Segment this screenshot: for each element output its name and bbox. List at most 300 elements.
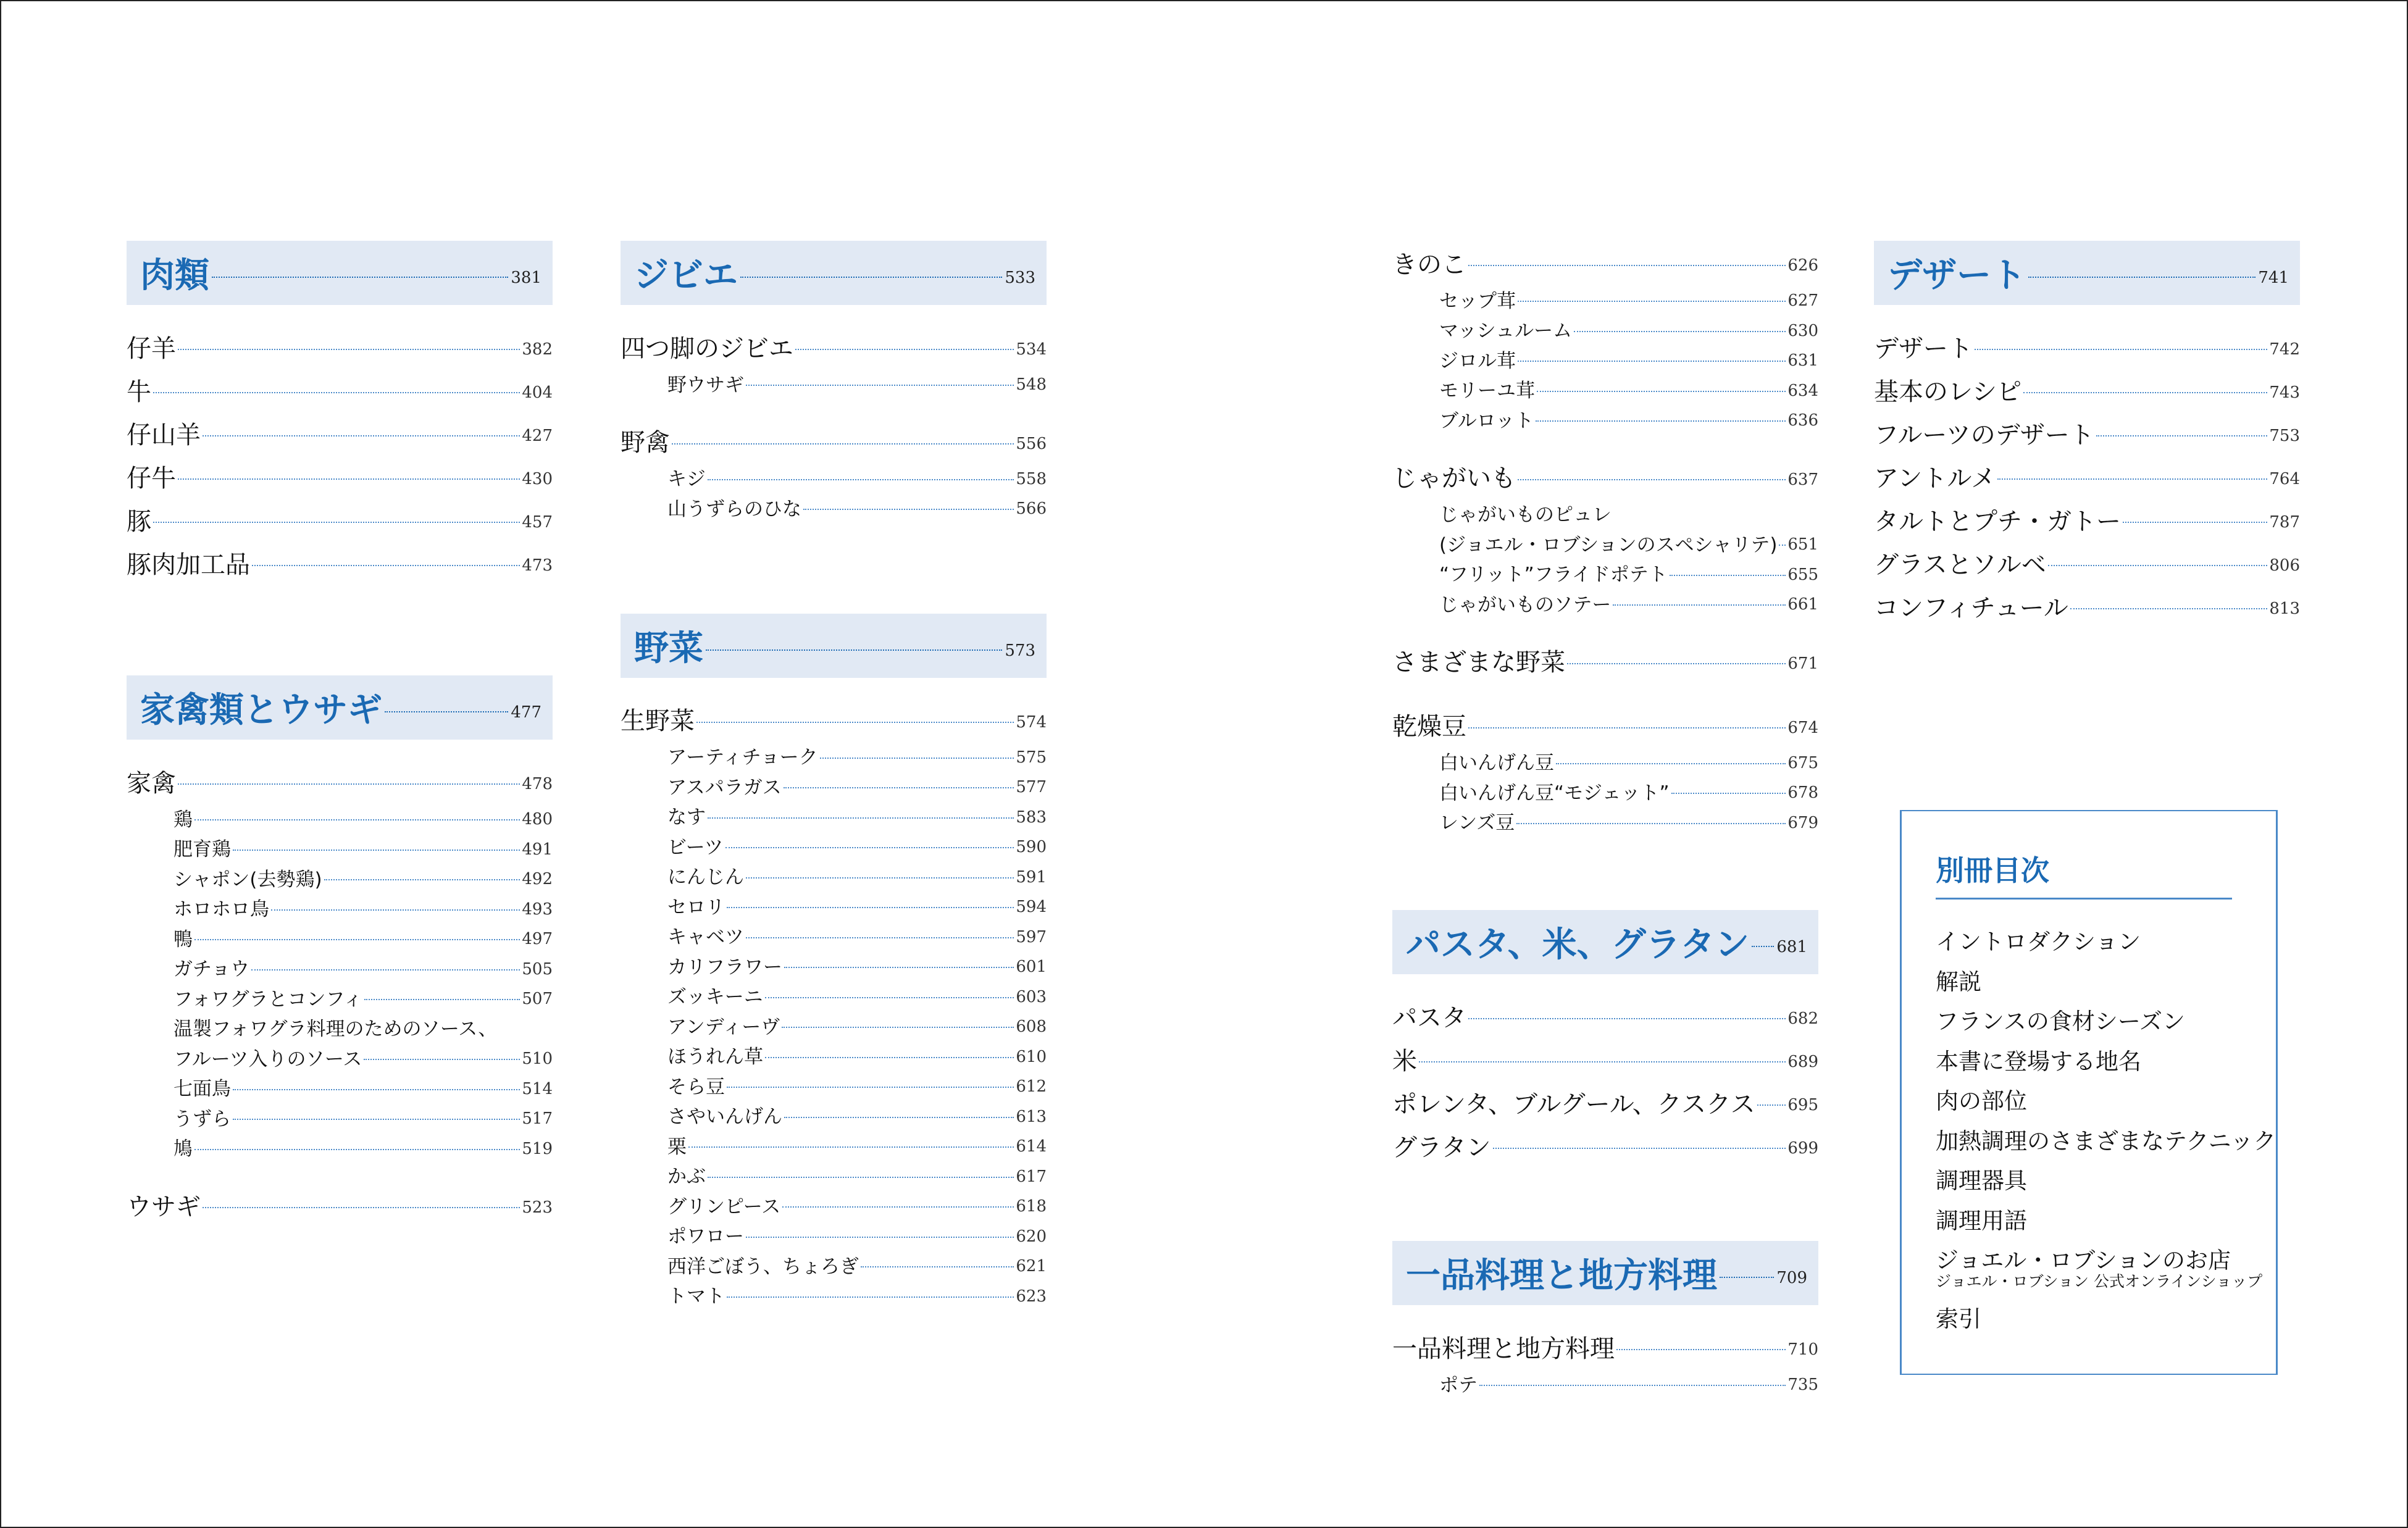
- subentry-title: なす: [667, 806, 706, 829]
- section-header[interactable]: [621, 241, 1047, 305]
- subentry-page-number: 505: [522, 959, 553, 979]
- appendix-item[interactable]: フランスの食材シーズン: [1936, 1008, 2186, 1035]
- toc-entry[interactable]: [621, 325, 1047, 368]
- toc-subentry[interactable]: [621, 921, 1047, 951]
- toc-entry[interactable]: [127, 759, 553, 803]
- subentry-title: かぶ: [667, 1166, 706, 1188]
- dotted-leader: [1757, 1104, 1786, 1106]
- dotted-leader: [203, 435, 520, 436]
- dotted-leader: [708, 479, 1014, 480]
- entry-title: 乾燥豆: [1392, 712, 1466, 741]
- toc-column-2: [621, 241, 1047, 1309]
- subentry-title: 西洋ごぼう、ちょろぎ: [667, 1255, 859, 1278]
- subentry-page-number: 510: [522, 1050, 553, 1069]
- dotted-leader: [203, 1207, 520, 1208]
- subentry-title: トマト: [667, 1285, 725, 1308]
- dotted-leader: [271, 909, 520, 911]
- section-title: 野菜: [634, 628, 703, 669]
- dotted-leader: [1537, 391, 1786, 392]
- dotted-leader: [178, 478, 520, 480]
- dotted-leader: [1468, 1018, 1786, 1019]
- toc-section: [127, 675, 553, 1226]
- section-page-number: 477: [511, 703, 541, 722]
- section-title: 家禽類とウサギ: [140, 690, 382, 730]
- subentry-title: モリーユ茸: [1439, 380, 1535, 403]
- entry-list: [127, 305, 553, 584]
- dotted-leader: [672, 443, 1014, 445]
- entry-title: 仔羊: [127, 334, 176, 363]
- toc-section: [1392, 1241, 1818, 1398]
- subentry-page-number: 603: [1016, 987, 1047, 1006]
- toc-subentry[interactable]: [621, 1280, 1047, 1310]
- toc-subentry[interactable]: [1392, 588, 1818, 618]
- entry-title: きのこ: [1392, 250, 1466, 279]
- toc-entry[interactable]: [1392, 639, 1818, 682]
- dotted-leader: [784, 787, 1014, 788]
- subentry-title: 七面鳥: [173, 1078, 231, 1101]
- subentry-page-number: 612: [1016, 1077, 1047, 1096]
- subentry-title: キャベツ: [667, 926, 744, 949]
- dotted-leader: [795, 349, 1014, 350]
- toc-entry[interactable]: [621, 419, 1047, 462]
- toc-subentry[interactable]: [1392, 498, 1818, 528]
- entry-list: [1392, 974, 1818, 1167]
- section-header[interactable]: [127, 241, 553, 305]
- dotted-leader: [364, 1059, 520, 1060]
- section-header[interactable]: [1392, 1241, 1818, 1305]
- toc-subentry[interactable]: [127, 862, 553, 893]
- dotted-leader: [178, 783, 520, 785]
- entry-page-number: 637: [1787, 470, 1818, 489]
- dotted-leader: [2028, 277, 2255, 278]
- appendix-item[interactable]: イントロダクション: [1936, 929, 2141, 955]
- subentry-title: 肥育鶏: [173, 838, 231, 861]
- entry-list: [127, 740, 553, 1226]
- toc-subentry[interactable]: [127, 1012, 553, 1043]
- toc-subentry[interactable]: [621, 492, 1047, 522]
- subentry-title: 栗: [667, 1135, 687, 1158]
- appendix-item[interactable]: ジョエル・ロブションのお店: [1936, 1247, 2231, 1274]
- toc-section: [127, 241, 553, 584]
- dotted-leader: [746, 385, 1014, 386]
- entry-page-number: 574: [1016, 712, 1047, 732]
- toc-entry[interactable]: [127, 541, 553, 584]
- toc-subentry[interactable]: [621, 1130, 1047, 1160]
- dotted-leader: [746, 937, 1014, 938]
- entry-page-number: 742: [2269, 340, 2300, 359]
- subentry-page-number: 630: [1787, 321, 1818, 340]
- toc-section: [621, 614, 1047, 1310]
- subentry-page-number: 480: [522, 810, 553, 829]
- toc-subentry[interactable]: [621, 861, 1047, 891]
- toc-subentry[interactable]: [621, 770, 1047, 801]
- dotted-leader: [364, 999, 520, 1000]
- toc-subentry[interactable]: [1392, 314, 1818, 344]
- subentry-title: ズッキーニ: [667, 986, 763, 1009]
- subentry-title: ホロホロ鳥: [173, 898, 269, 921]
- subentry-page-number: 519: [522, 1139, 553, 1158]
- subentry-title: シャポン(去勢鶏): [173, 868, 322, 891]
- toc-subentry[interactable]: [621, 1070, 1047, 1100]
- entry-page-number: 682: [1787, 1009, 1818, 1028]
- dotted-leader: [252, 565, 520, 566]
- subentry-page-number: 614: [1016, 1137, 1047, 1156]
- subentry-page-number: 623: [1016, 1287, 1047, 1306]
- toc-subentry[interactable]: [621, 741, 1047, 771]
- entry-page-number: 382: [522, 340, 553, 359]
- entry-list: [1392, 1305, 1818, 1398]
- subentry-page-number: 678: [1787, 783, 1818, 803]
- dotted-leader: [803, 509, 1014, 510]
- toc-subentry[interactable]: [1392, 284, 1818, 314]
- section-spacer: [1392, 836, 1818, 910]
- toc-entry[interactable]: [127, 325, 553, 368]
- subentry-page-number: 634: [1787, 381, 1818, 400]
- section-title: 一品料理と地方料理: [1406, 1256, 1717, 1296]
- subentry-title: フルーツ入りのソース: [173, 1048, 362, 1071]
- entry-title: 豚: [127, 507, 151, 536]
- toc-subentry[interactable]: [1392, 374, 1818, 404]
- entry-list: [1874, 305, 2300, 627]
- subentry-title: そら豆: [667, 1075, 725, 1098]
- subentry-title: マッシュルーム: [1439, 320, 1573, 343]
- toc-subentry[interactable]: [1392, 776, 1818, 806]
- section-header[interactable]: [1874, 241, 2300, 305]
- toc-subentry[interactable]: [127, 893, 553, 923]
- toc-subentry[interactable]: [1392, 1368, 1818, 1398]
- entry-page-number: 806: [2269, 556, 2300, 575]
- dotted-leader: [1975, 349, 2267, 350]
- dotted-leader: [1720, 1277, 1774, 1278]
- toc-subentry[interactable]: [621, 980, 1047, 1011]
- entry-page-number: 404: [522, 383, 553, 402]
- entry-page-number: 671: [1787, 654, 1818, 673]
- entry-list: [621, 678, 1047, 1310]
- entry-page-number: 430: [522, 470, 553, 488]
- entry-page-number: 478: [522, 775, 553, 793]
- subentry-page-number: 636: [1787, 411, 1818, 430]
- entry-title: ポレンタ、ブルグール、クスクス: [1392, 1090, 1755, 1119]
- dotted-leader: [1468, 265, 1786, 266]
- toc-entry[interactable]: [621, 698, 1047, 741]
- toc-subentry[interactable]: [127, 1072, 553, 1103]
- toc-subentry[interactable]: [127, 1042, 553, 1072]
- toc-subentry[interactable]: [621, 801, 1047, 831]
- toc-entry[interactable]: [127, 454, 553, 498]
- entry-page-number: 427: [522, 427, 553, 445]
- dotted-leader: [324, 879, 520, 880]
- dotted-leader: [153, 392, 520, 393]
- entry-page-number: 764: [2269, 470, 2300, 488]
- dotted-leader: [861, 1266, 1014, 1267]
- appendix-item[interactable]: 調理器具: [1936, 1167, 2027, 1194]
- toc-subentry[interactable]: [1392, 746, 1818, 777]
- dotted-leader: [784, 1117, 1014, 1118]
- subentry-title: じゃがいものソテー: [1439, 593, 1612, 616]
- toc-subentry[interactable]: [127, 833, 553, 863]
- subentry-page-number: 610: [1016, 1047, 1047, 1066]
- dotted-leader: [1518, 361, 1786, 362]
- entry-list: [621, 305, 1047, 522]
- subentry-title: 白いんげん豆“モジェット”: [1439, 782, 1670, 804]
- dotted-leader: [727, 907, 1014, 908]
- subentry-title: セップ茸: [1439, 290, 1516, 312]
- appendix-item[interactable]: 肉の部位: [1936, 1088, 2027, 1114]
- toc-entry[interactable]: [1874, 325, 2300, 368]
- subentry-page-number: 613: [1016, 1107, 1047, 1126]
- dotted-leader: [1752, 946, 1774, 947]
- toc-subentry[interactable]: [1392, 806, 1818, 837]
- dotted-leader: [1516, 823, 1786, 824]
- dotted-leader: [2096, 435, 2268, 436]
- toc-entry[interactable]: [127, 498, 553, 541]
- subentry-title: ポワロー: [667, 1225, 744, 1248]
- appendix-item[interactable]: 調理用語: [1936, 1207, 2027, 1234]
- subentry-page-number: 492: [522, 870, 553, 889]
- toc-entry[interactable]: [1392, 1325, 1818, 1368]
- dotted-leader: [784, 967, 1014, 968]
- entry-page-number: 787: [2269, 513, 2300, 532]
- entry-title: さまざまな野菜: [1392, 648, 1565, 677]
- toc-entry[interactable]: [127, 1183, 553, 1226]
- toc-subentry[interactable]: [1392, 344, 1818, 374]
- subentry-title: フォワグラとコンフィ: [173, 988, 362, 1011]
- subentry-title: グリンピース: [667, 1195, 781, 1218]
- subentry-page-number: 594: [1016, 898, 1047, 917]
- subentry-page-number: 608: [1016, 1017, 1047, 1037]
- toc-subentry[interactable]: [1392, 404, 1818, 434]
- section-spacer: [127, 584, 553, 675]
- subentry-page-number: 493: [522, 900, 553, 919]
- toc-subentry[interactable]: [621, 462, 1047, 493]
- toc-entry[interactable]: [1392, 994, 1818, 1037]
- toc-subentry[interactable]: [127, 922, 553, 953]
- section-title: デザート: [1888, 256, 2026, 296]
- toc-entry[interactable]: [1392, 1080, 1818, 1124]
- toc-subentry[interactable]: [127, 982, 553, 1012]
- dotted-leader: [782, 1206, 1014, 1208]
- dotted-leader: [1779, 545, 1786, 546]
- subentry-page-number: 497: [522, 930, 553, 949]
- subentry-page-number: 514: [522, 1079, 553, 1098]
- entry-title: アントルメ: [1874, 464, 1996, 493]
- dotted-leader: [2123, 522, 2267, 523]
- dotted-leader: [765, 997, 1014, 998]
- dotted-leader: [740, 277, 1002, 278]
- toc-entry[interactable]: [1392, 1124, 1818, 1167]
- dotted-leader: [1671, 793, 1786, 794]
- appendix-contents-box: [1900, 810, 2278, 1375]
- entry-title: コンフィチュール: [1874, 593, 2068, 622]
- section-title: ジビエ: [634, 256, 738, 296]
- toc-subentry[interactable]: [621, 1100, 1047, 1130]
- subentry-page-number: 618: [1016, 1197, 1047, 1216]
- entry-title: 家禽: [127, 769, 176, 798]
- entry-page-number: 743: [2269, 383, 2300, 402]
- toc-column-4: [1874, 241, 2300, 627]
- toc-subentry[interactable]: [127, 1132, 553, 1163]
- subentry-page-number: 577: [1016, 778, 1047, 797]
- entry-title: 仔牛: [127, 464, 176, 493]
- subentry-page-number: 661: [1787, 595, 1818, 614]
- subentry-title: ポテ: [1439, 1374, 1478, 1396]
- subentry-page-number: 735: [1787, 1376, 1818, 1395]
- dotted-leader: [1997, 478, 2267, 480]
- subentry-page-number: 548: [1016, 375, 1047, 395]
- entry-page-number: 473: [522, 556, 553, 575]
- toc-entry[interactable]: [127, 411, 553, 454]
- entry-title: 牛: [127, 377, 151, 406]
- dotted-leader: [1567, 663, 1786, 664]
- dotted-leader: [1556, 763, 1786, 764]
- subentry-title: にんじん: [667, 866, 744, 889]
- toc-subentry[interactable]: [127, 803, 553, 833]
- toc-section: [621, 241, 1047, 522]
- appendix-item[interactable]: 解説: [1936, 968, 1981, 995]
- toc-column-1: [127, 241, 553, 1226]
- subentry-title: セロリ: [667, 896, 725, 919]
- entry-page-number: 699: [1787, 1139, 1818, 1158]
- entry-title: 生野菜: [621, 707, 695, 735]
- section-page-number: 709: [1776, 1269, 1807, 1287]
- dotted-leader: [2023, 392, 2267, 393]
- subentry-title: 鴨: [173, 928, 193, 951]
- subentry-title: (ジョエル・ロブションのスペシャリテ): [1439, 533, 1778, 556]
- toc-entry[interactable]: [1874, 411, 2300, 454]
- appendix-title: 別冊目次: [1936, 854, 2049, 887]
- toc-subentry[interactable]: [621, 368, 1047, 398]
- toc-entry[interactable]: [1392, 1037, 1818, 1080]
- dotted-leader: [727, 1296, 1014, 1298]
- entry-title: 四つ脚のジビエ: [621, 334, 793, 363]
- dotted-leader: [746, 877, 1014, 879]
- section-page-number: 533: [1005, 269, 1035, 287]
- subentry-title: 山うずらのひな: [667, 498, 801, 520]
- toc-subentry[interactable]: [621, 1010, 1047, 1040]
- subentry-title: ほうれん草: [667, 1046, 763, 1069]
- subentry-title: ジロル茸: [1439, 349, 1516, 372]
- toc-subentry[interactable]: [621, 1190, 1047, 1220]
- section-page-number: 681: [1776, 938, 1807, 956]
- dotted-leader: [1616, 1349, 1786, 1350]
- entry-title: 野禽: [621, 428, 670, 457]
- toc-entry[interactable]: [1392, 455, 1818, 498]
- entry-title: ウサギ: [127, 1192, 201, 1221]
- toc-column-3: [1392, 241, 1818, 1398]
- section-header[interactable]: [1392, 910, 1818, 974]
- toc-entry[interactable]: [127, 368, 553, 411]
- subentry-title: キジ: [667, 468, 706, 491]
- entry-title: 米: [1392, 1046, 1417, 1075]
- toc-subentry[interactable]: [621, 1250, 1047, 1280]
- dotted-leader: [1613, 604, 1786, 606]
- toc-entry[interactable]: [1874, 584, 2300, 627]
- dotted-leader: [2048, 565, 2268, 566]
- toc-subentry[interactable]: [621, 1220, 1047, 1250]
- toc-entry[interactable]: [1874, 454, 2300, 498]
- subentry-title: 鳩: [173, 1138, 193, 1161]
- dotted-leader: [708, 817, 1014, 819]
- dotted-leader: [1518, 301, 1786, 302]
- section-title: 肉類: [140, 256, 209, 296]
- toc-subentry[interactable]: [621, 830, 1047, 861]
- dotted-leader: [1518, 479, 1786, 480]
- appendix-list: [1936, 922, 2276, 1339]
- dotted-leader: [688, 1146, 1014, 1148]
- dotted-leader: [2070, 608, 2268, 609]
- appendix-divider: [1936, 898, 2232, 900]
- subentry-title: アンディーヴ: [667, 1016, 780, 1038]
- subentry-page-number: 621: [1016, 1257, 1047, 1276]
- section-spacer: [1392, 1167, 1818, 1241]
- dotted-leader: [1536, 420, 1786, 422]
- toc-subentry[interactable]: [127, 953, 553, 983]
- appendix-item-index[interactable]: 索引: [1936, 1305, 1981, 1332]
- entry-page-number: 710: [1787, 1340, 1818, 1359]
- dotted-leader: [696, 722, 1014, 723]
- subentry-page-number: 491: [522, 840, 553, 859]
- toc-subentry[interactable]: [621, 1040, 1047, 1071]
- entry-title: 一品料理と地方料理: [1392, 1334, 1615, 1363]
- subentry-page-number: 591: [1016, 867, 1047, 887]
- toc-subentry[interactable]: [127, 1102, 553, 1132]
- toc-subentry[interactable]: [621, 950, 1047, 980]
- toc-subentry[interactable]: [621, 890, 1047, 921]
- entry-page-number: 556: [1016, 434, 1047, 453]
- entry-page-number: 534: [1016, 340, 1047, 359]
- toc-subentry[interactable]: [621, 1160, 1047, 1190]
- subentry-title: 鶏: [173, 808, 193, 831]
- toc-subentry[interactable]: [1392, 528, 1818, 558]
- subentry-page-number: 558: [1016, 469, 1047, 488]
- toc-entry[interactable]: [1874, 498, 2300, 541]
- subentry-page-number: 517: [522, 1109, 553, 1129]
- dotted-leader: [194, 819, 520, 820]
- dotted-leader: [708, 1177, 1014, 1178]
- section-header[interactable]: [127, 675, 553, 740]
- dotted-leader: [725, 847, 1014, 848]
- dotted-leader: [820, 758, 1014, 759]
- subentry-title: ガチョウ: [173, 958, 250, 981]
- appendix-item[interactable]: 本書に登場する地名: [1936, 1048, 2141, 1075]
- entry-title: パスタ: [1392, 1003, 1466, 1032]
- dotted-leader: [706, 649, 1002, 651]
- dotted-leader: [212, 277, 508, 278]
- toc-entry[interactable]: [1392, 241, 1818, 284]
- dotted-leader: [194, 1149, 520, 1150]
- dotted-leader: [194, 939, 520, 940]
- entry-page-number: 674: [1787, 718, 1818, 737]
- section-title: パスタ、米、グラタン: [1406, 925, 1750, 965]
- toc-entry[interactable]: [1874, 541, 2300, 584]
- appendix-item[interactable]: 加熱調理のさまざまなテクニック: [1936, 1127, 2276, 1154]
- subentry-title: カリフラワー: [667, 956, 782, 979]
- subentry-page-number: 655: [1787, 565, 1818, 584]
- entry-page-number: 457: [522, 513, 553, 532]
- section-header[interactable]: [621, 614, 1047, 678]
- entry-page-number: 523: [522, 1198, 553, 1217]
- subentry-page-number: 620: [1016, 1227, 1047, 1246]
- subentry-page-number: 597: [1016, 927, 1047, 946]
- toc-subentry[interactable]: [1392, 558, 1818, 588]
- toc-entry[interactable]: [1874, 368, 2300, 411]
- dotted-leader: [782, 1027, 1014, 1028]
- entry-title: 豚肉加工品: [127, 550, 250, 579]
- dotted-leader: [1574, 331, 1786, 332]
- toc-section: [1874, 241, 2300, 627]
- toc-entry[interactable]: [1392, 703, 1818, 746]
- subentry-page-number: 679: [1787, 813, 1818, 832]
